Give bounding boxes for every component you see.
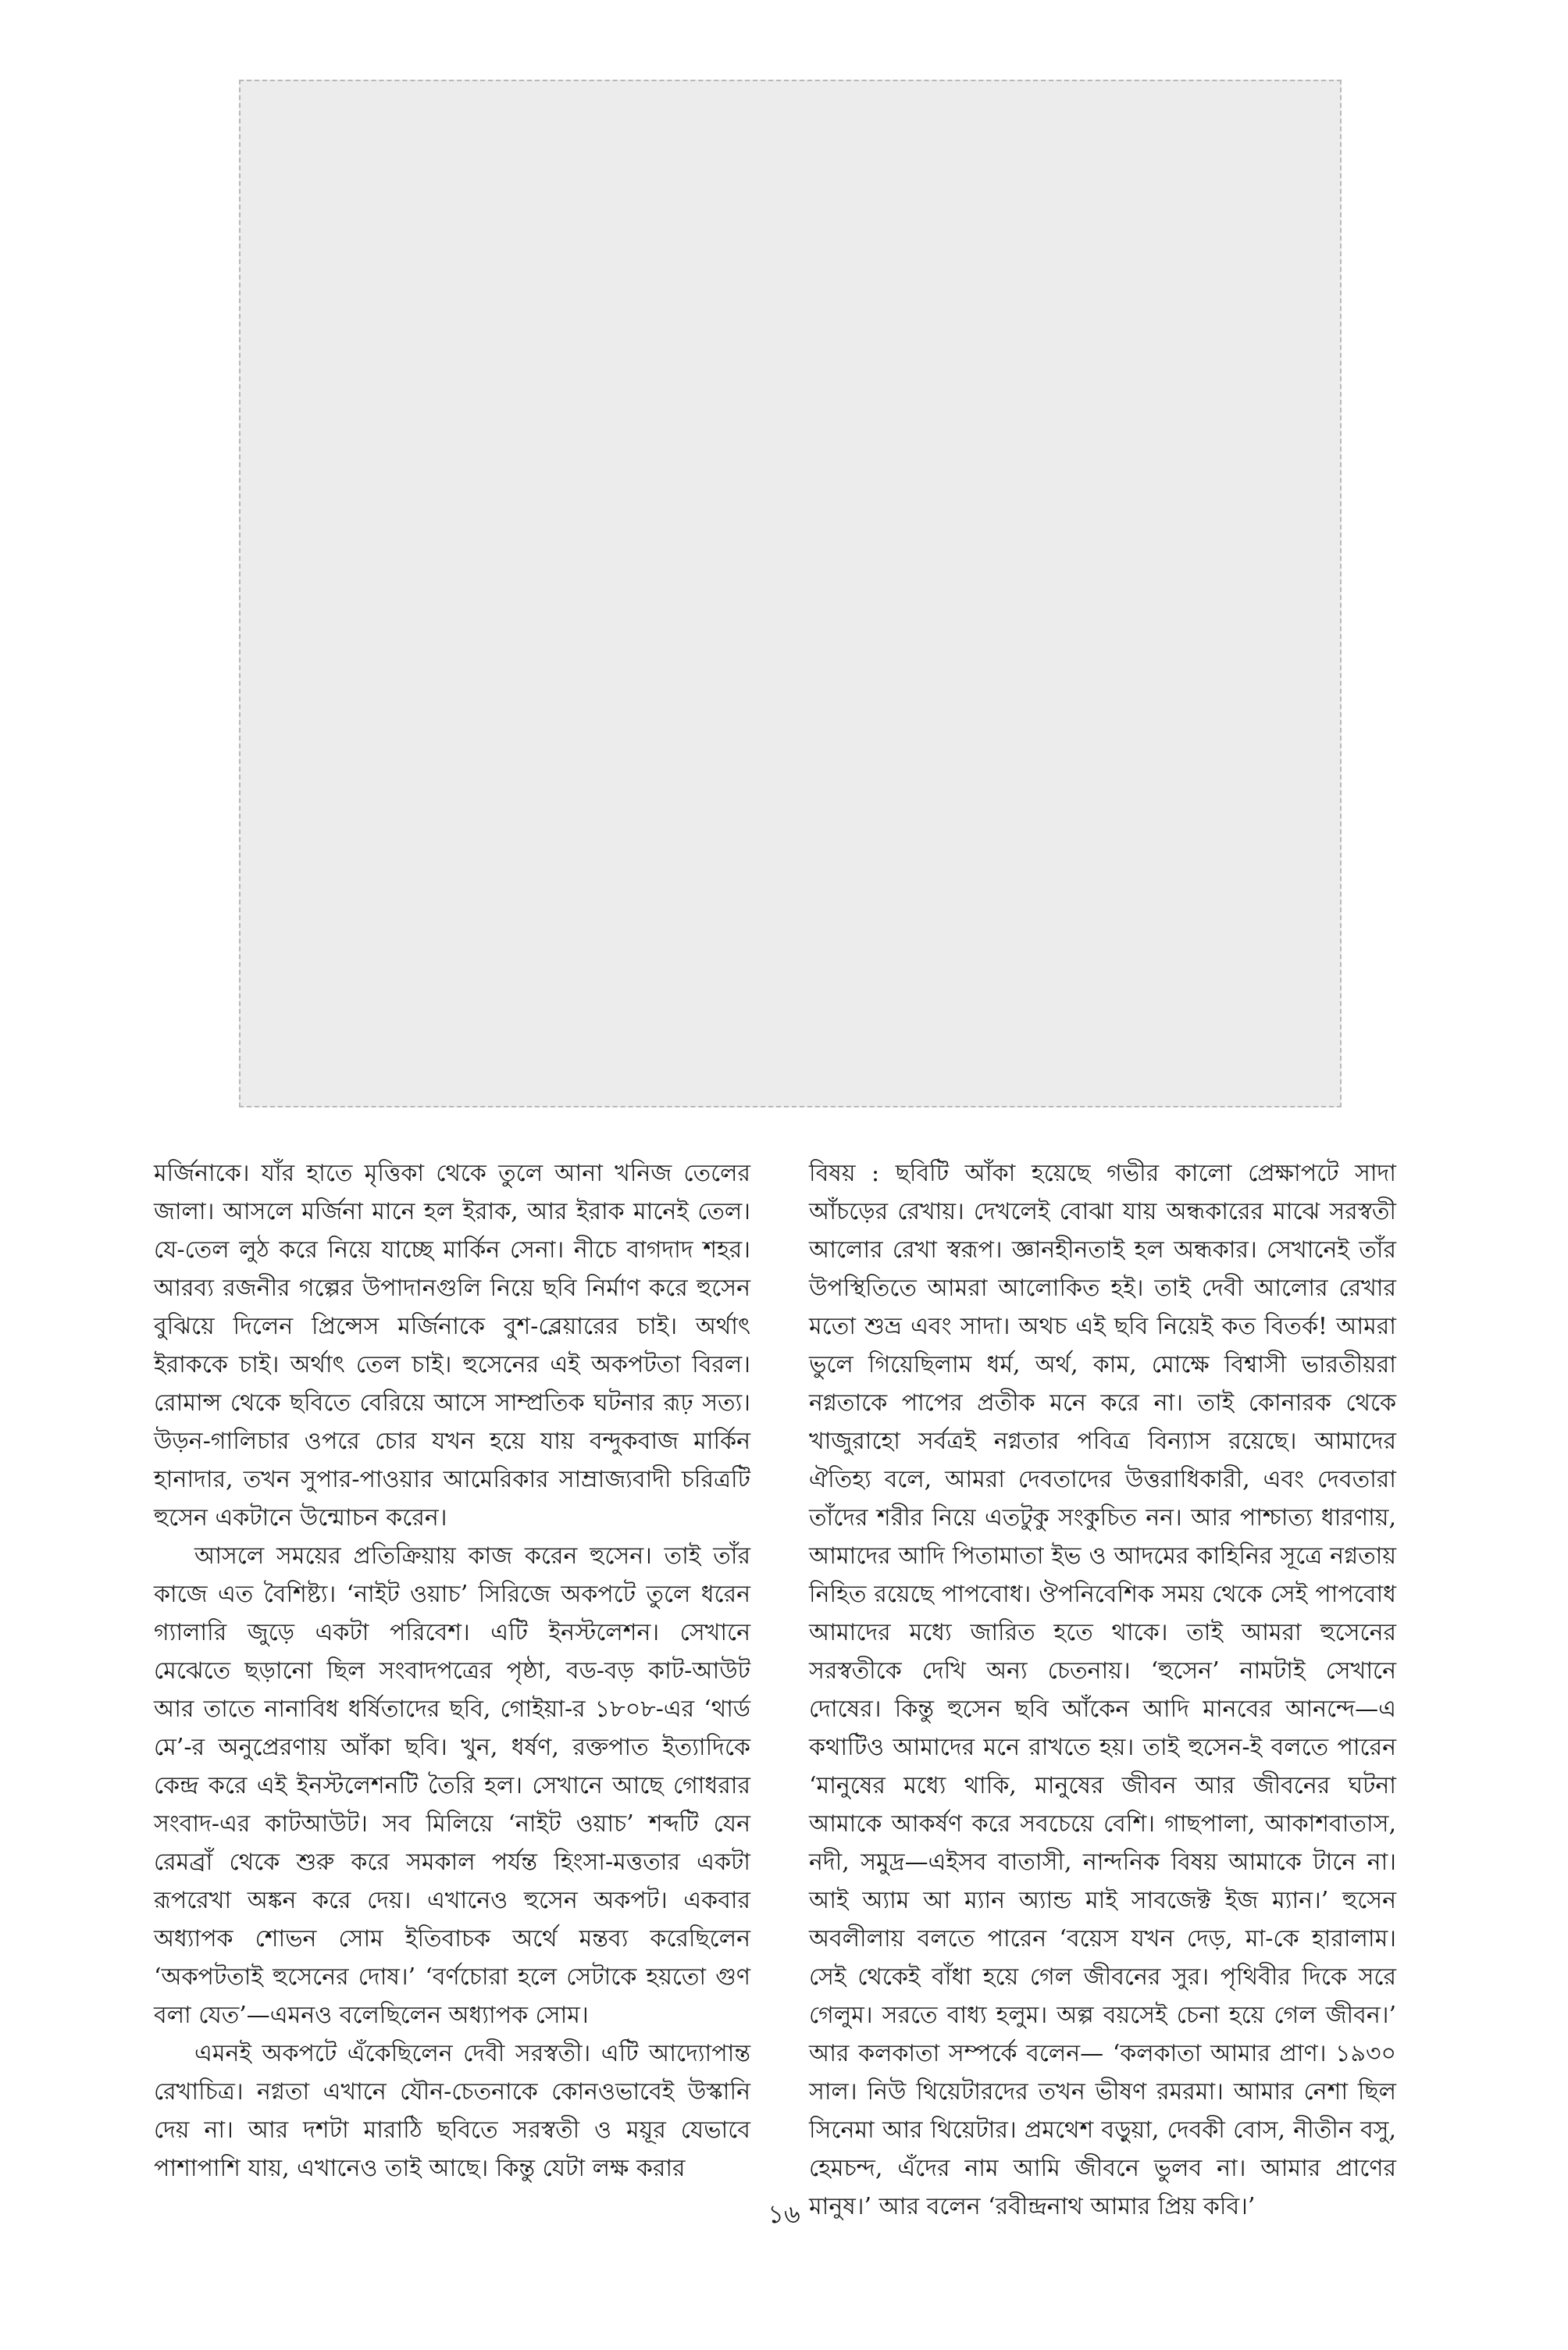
left-paragraph-1: মর্জিনাকে। যাঁর হাতে মৃত্তিকা থেকে তুলে আনা খনিজ তেলের জালা। আসলে মর্জিনা মানে হল ইরাক, আর ইরাক মানেই তেল। যে-তেল লুঠ করে নিয়ে যাচ্ছে মার্কিন সেনা। নীচে বাগদাদ শহর। আরব্য রজনীর গল্পের উপাদানগুলি নিয়ে ছবি নির্মাণ করে হুসেন বুঝিয়ে দিলেন প্রিন্সেস মর্জিনাকে বুশ-ব্লেয়ারের চাই। অর্থাৎ ইরাককে চাই। অর্থাৎ তেল চাই। হুসেনের এই অকপটতা বিরল। রোমান্স থেকে ছবিতে বেরিয়ে আসে সাম্প্রতিক ঘটনার রূঢ় সত্য। উড়ন-গালিচার ওপরে চোর যখন হয়ে যায় বন্দুকবাজ মার্কিন হানাদার, তখন সুপার-পাওয়ার আমেরিকার সাম্রাজ্যবাদী চরিত্রটি হুসেন একটানে উন্মোচন করেন।	[154, 1160, 750, 1532]
right-paragraph-1: বিষয় : ছবিটি আঁকা হয়েছে গভীর কালো প্রেক্ষাপটে সাদা আঁচড়ের রেখায়। দেখলেই বোঝা যায় অন্ধকারের মাঝে সরস্বতী আলোর রেখা স্বরূপ। জ্ঞানহীনতাই হল অন্ধকার। সেখানেই তাঁর উপস্থিতিতে আমরা আলোকিত হই। তাই দেবী আলোর রেখার মতো শুভ্র এবং সাদা। অথচ এই ছবি নিয়েই কত বিতর্ক! আমরা ভুলে গিয়েছিলাম ধর্ম, অর্থ, কাম, মোক্ষে বিশ্বাসী ভারতীয়রা নগ্নতাকে পাপের প্রতীক মনে করে না। তাই কোনারক থেকে খাজুরাহো সর্বত্রই নগ্নতার পবিত্র বিন্যাস রয়েছে। আমাদের ঐতিহ্য বলে, আমরা দেবতাদের উত্তরাধিকারী, এবং দেবতারা তাঁদের শরীর নিয়ে এতটুকু সংকুচিত নন। আর পাশ্চাত্য ধারণায়, আমাদের আদি পিতামাতা ইভ ও আদমের কাহিনির সূত্রে নগ্নতায় নিহিত রয়েছে পাপবোধ। ঔপনিবেশিক সময় থেকে সেই পাপবোধ আমাদের মধ্যে জারিত হতে থাকে। তাই আমরা হুসেনের সরস্বতীকে দেখি অন্য চেতনায়। ‘হুসেন’ নামটাই সেখানে দোষের। কিন্তু হুসেন ছবি আঁকেন আদি মানবের আনন্দে—এ কথাটিও আমাদের মনে রাখতে হয়। তাই হুসেন-ই বলতে পারেন ‘মানুষের মধ্যে থাকি, মানুষের জীবন আর জীবনের ঘটনা আমাকে আকর্ষণ করে সবচেয়ে বেশি। গাছপালা, আকাশবাতাস, নদী, সমুদ্র—এইসব বাতাসী, নান্দনিক বিষয় আমাকে টানে না। আই অ্যাম আ ম্যান অ্যান্ড মাই সাবজেক্ট ইজ ম্যান।’ হুসেন অবলীলায় বলতে পারেন ‘বয়েস যখন দেড়, মা-কে হারালাম। সেই থেকেই বাঁধা হয়ে গেল জীবনের সুর। পৃথিবীর দিকে সরে গেলুম। সরতে বাধ্য হলুম। অল্প বয়সেই চেনা হয়ে গেল জীবন।’ আর কলকাতা সম্পর্কে বলেন— ‘কলকাতা আমার প্রাণ। ১৯৩০ সাল। নিউ থিয়েটারদের তখন ভীষণ রমরমা। আমার নেশা ছিল সিনেমা আর থিয়েটার। প্রমথেশ বড়ুয়া, দেবকী বোস, নীতীন বসু, হেমচন্দ, এঁদের নাম আমি জীবনে ভুলব না। আমার প্রাণের মানুষ।’ আর বলেন ‘রবীন্দ্রনাথ আমার প্রিয় কবি।’	[809, 1160, 1396, 2220]
right-text-column	[809, 1154, 1396, 2226]
page-number: ১৬	[768, 2199, 800, 2229]
left-text-column	[154, 1154, 750, 2188]
artwork-image	[239, 80, 1342, 1107]
left-paragraph-3: এমনই অকপটে এঁকেছিলেন দেবী সরস্বতী। এটি আদ্যোপান্ত রেখাচিত্র। নগ্নতা এখানে যৌন-চেতনাকে কোনওভাবেই উস্কানি দেয় না। আর দশটা মারাঠি ছবিতে সরস্বতী ও ময়ূর যেভাবে পাশাপাশি যায়, এখানেও তাই আছে। কিন্তু যেটা লক্ষ করার	[154, 2040, 750, 2182]
left-paragraph-2: আসলে সময়ের প্রতিক্রিয়ায় কাজ করেন হুসেন। তাই তাঁর কাজে এত বৈশিষ্ট্য। ‘নাইট ওয়াচ’ সিরিজে অকপটে তুলে ধরেন গ্যালারি জুড়ে একটা পরিবেশ। এটি ইনস্টলেশন। সেখানে মেঝেতে ছড়ানো ছিল সংবাদপত্রের পৃষ্ঠা, বড-বড় কাট-আউট আর তাতে নানাবিধ ধর্ষিতাদের ছবি, গোইয়া-র ১৮০৮-এর ‘থার্ড মে’-র অনুপ্রেরণায় আঁকা ছবি। খুন, ধর্ষণ, রক্তপাত ইত্যাদিকে কেন্দ্র করে এই ইনস্টলেশনটি তৈরি হল। সেখানে আছে গোধরার সংবাদ-এর কাটআউট। সব মিলিয়ে ‘নাইট ওয়াচ’ শব্দটি যেন রেমব্রাঁ থেকে শুরু করে সমকাল পর্যন্ত হিংসা-মত্ততার একটা রূপরেখা অঙ্কন করে দেয়। এখানেও হুসেন অকপট। একবার অধ্যাপক শোভন সোম ইতিবাচক অর্থে মন্তব্য করেছিলেন ‘অকপটতাই হুসেনের দোষ।’ ‘বর্ণচোরা হলে সেটাকে হয়তো গুণ বলা যেত’—এমনও বলেছিলেন অধ্যাপক সোম।	[154, 1542, 750, 2029]
